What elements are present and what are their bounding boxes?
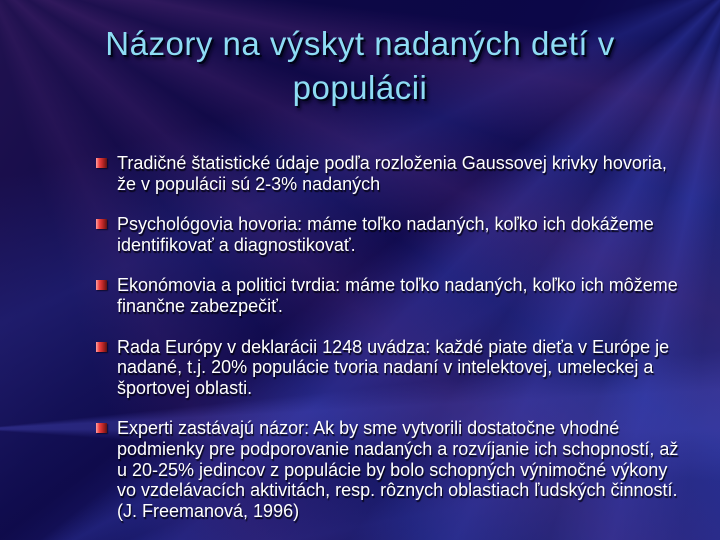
bullet-square-icon xyxy=(96,158,107,168)
bullet-text-experts: Experti zastávajú názor: Ak by sme vytvorili dostatočne vhodné podmienky pre podporovanie nadaných a rozvíjanie ich schopností, až u 20-25% jedincov z populácie by bolo schopných výnimočné výkony vo vzdelávacích aktivitách, resp. rôznych oblastiach ľudských činností. (J. Freemanová, 1996) xyxy=(117,418,679,521)
bullet-square-icon xyxy=(96,342,107,352)
bullet-item xyxy=(96,418,692,521)
bullet-text-economists: Ekonómovia a politici tvrdia: máme toľko nadaných, koľko ich môžeme finančne zabezpečiť. xyxy=(117,275,678,316)
bullet-text-psychologists: Psychológovia hovoria: máme toľko nadaných, koľko ich dokážeme identifikovať a diagnostikovať. xyxy=(117,214,654,255)
bullet-text-council-of-europe: Rada Európy v deklarácii 1248 uvádza: každé piate dieťa v Európe je nadané, t.j. 20% populácie tvoria nadaní v intelektovej, umeleckej a športovej oblasti. xyxy=(117,336,670,398)
slide-title: Názory na výskyt nadaných detí v populácii xyxy=(105,25,615,106)
bullet-item xyxy=(96,214,692,255)
bullet-text-statistics: Tradičné štatistické údaje podľa rozloženia Gaussovej krivky hovoria, že v populácii sú 2-3% nadaných xyxy=(117,153,667,194)
bullet-item xyxy=(96,153,692,194)
bullet-item xyxy=(96,275,692,316)
bullet-square-icon xyxy=(96,219,107,229)
bullet-square-icon xyxy=(96,280,107,290)
bullet-square-icon xyxy=(96,423,107,433)
bullet-list xyxy=(96,153,692,540)
bullet-item xyxy=(96,337,692,399)
